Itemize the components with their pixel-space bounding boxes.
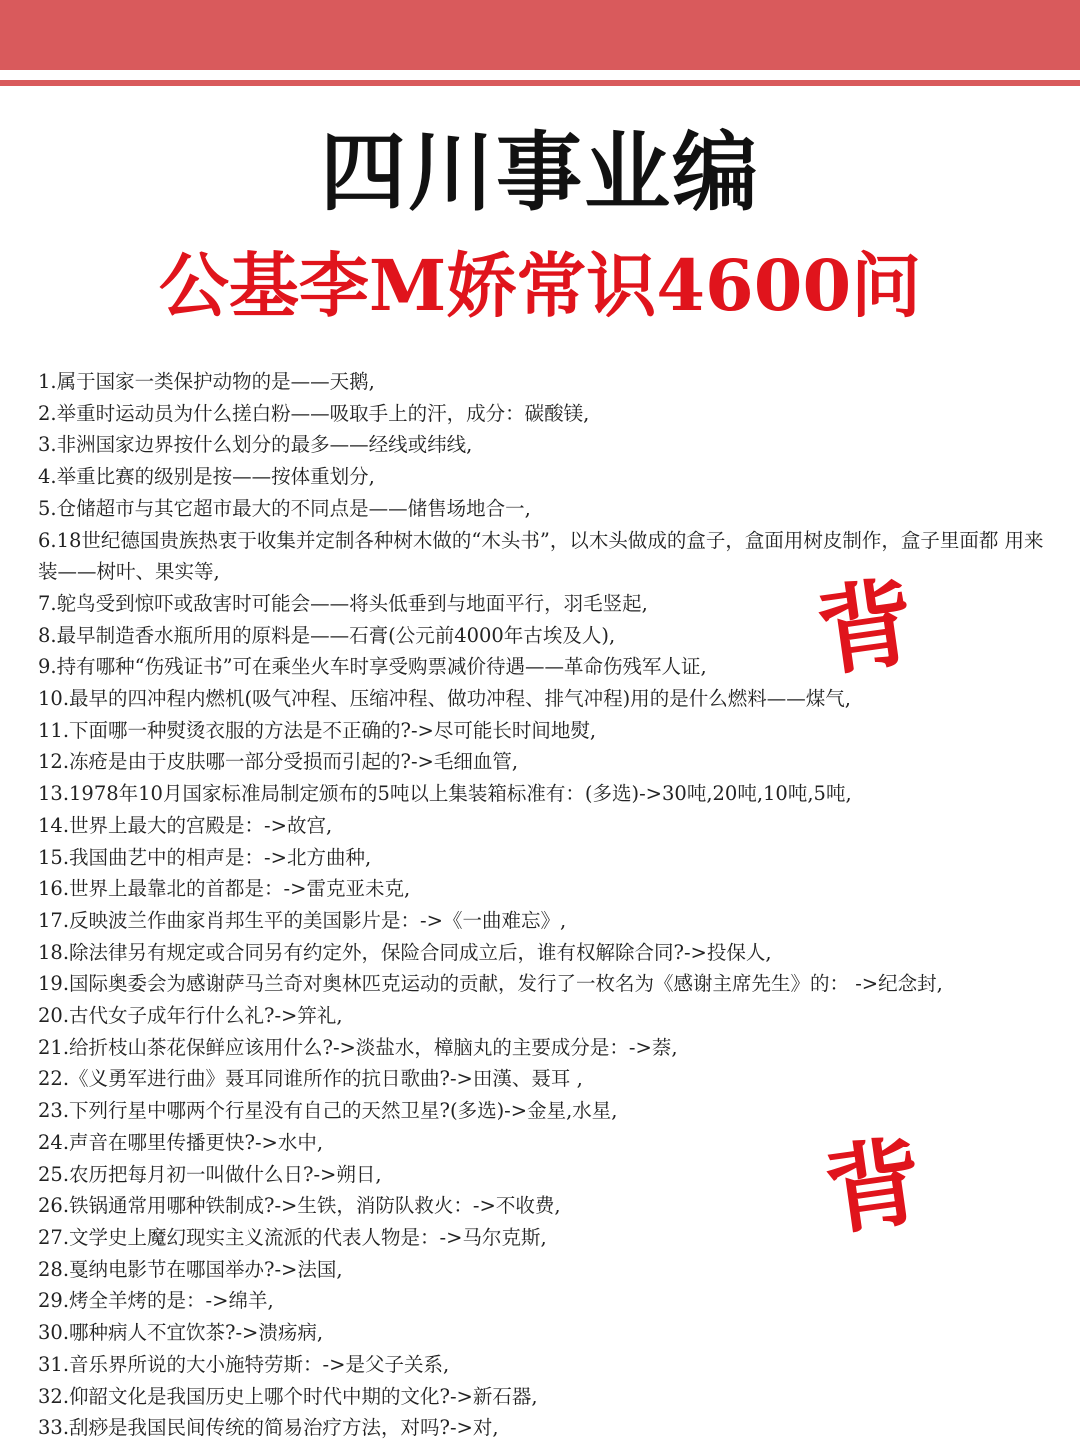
- list-item: 24.声音在哪里传播更快?->水中,: [38, 1130, 324, 1154]
- list-item: 2.举重时运动员为什么搓白粉——吸取手上的汗，成分：碳酸镁,: [38, 401, 590, 425]
- list-item: 9.持有哪种“伤残证书”可在乘坐火车时享受购票减价待遇——革命伤残军人证,: [38, 655, 707, 679]
- list-item: 30.哪种病人不宜饮茶?->溃疡病,: [38, 1321, 324, 1345]
- list-item: 31.音乐界所说的大小施特劳斯：->是父子关系,: [38, 1352, 450, 1376]
- list-item: 13.1978年10月国家标准局制定颁布的5吨以上集装箱标准有：(多选)->30吨,20吨,10吨,5吨,: [38, 782, 852, 806]
- list-item: 21.给折枝山茶花保鲜应该用什么?->淡盐水，樟脑丸的主要成分是：->萘,: [38, 1035, 678, 1059]
- list-item: 8.最早制造香水瓶所用的原料是——石膏(公元前4000年古埃及人),: [38, 623, 616, 647]
- list-item: 1.属于国家一类保护动物的是——天鹅,: [38, 370, 375, 393]
- list-item: 10.最早的四冲程内燃机(吸气冲程、压缩冲程、做功冲程、排气冲程)用的是什么燃料——煤气,: [38, 687, 851, 711]
- list-item: 16.世界上最靠北的首都是：->雷克亚未克,: [38, 877, 411, 901]
- list-item: 20.古代女子成年行什么礼?->笄礼,: [38, 1004, 343, 1028]
- list-item: 28.戛纳电影节在哪国举办?->法国,: [38, 1257, 343, 1281]
- list-item: 19.国际奥委会为感谢萨马兰奇对奥林匹克运动的贡献，发行了一枚名为《感谢主席先生》的： ->纪念封,: [38, 972, 943, 996]
- page-subtitle: 公基李M娇常识4600问: [158, 244, 922, 327]
- list-item: 17.反映波兰作曲家肖邦生平的美国影片是：->《一曲难忘》,: [38, 908, 567, 932]
- top-decor-line: [0, 80, 1080, 86]
- list-item: 32.仰韶文化是我国历史上哪个时代中期的文化?->新石器,: [38, 1384, 538, 1408]
- list-item: 4.举重比赛的级别是按——按体重划分,: [38, 465, 375, 489]
- list-item: 26.铁锅通常用哪种铁制成?->生铁，消防队救火：->不收费,: [38, 1194, 561, 1218]
- list-item: 12.冻疮是由于皮肤哪一部分受损而引起的?->毛细血管,: [38, 750, 519, 774]
- list-item: 7.鸵鸟受到惊吓或敌害时可能会——将头低垂到与地面平行，羽毛竖起,: [38, 591, 648, 615]
- list-item: 6.18世纪德国贵族热衷于收集并定制各种树木做的“木头书”，以木头做成的盒子，盒面用树皮制作，盒子里面都 用来装——树叶、果实等,: [38, 528, 1044, 584]
- list-item: 22.《义勇军进行曲》聂耳同谁所作的抗日歌曲?->田漢、聂耳 ,: [38, 1067, 583, 1091]
- list-item: 23.下列行星中哪两个行星没有自己的天然卫星?(多选)->金星,水星,: [38, 1099, 618, 1123]
- list-item: 11.下面哪一种熨烫衣服的方法是不正确的?->尽可能长时间地熨,: [38, 718, 597, 742]
- list-item: 29.烤全羊烤的是：->绵羊,: [38, 1289, 274, 1313]
- qa-list: [38, 366, 1058, 1444]
- list-item: 3.非洲国家边界按什么划分的最多——经线或纬线,: [38, 433, 473, 457]
- list-item: 15.我国曲艺中的相声是：->北方曲种,: [38, 845, 372, 869]
- top-decor-band: [0, 0, 1080, 70]
- page-title: 四川事业编: [320, 123, 760, 223]
- list-item: 5.仓储超市与其它超市最大的不同点是——储售场地合一,: [38, 496, 531, 520]
- list-item: 33.刮痧是我国民间传统的简易治疗方法，对吗?->对,: [38, 1416, 499, 1440]
- bei-stamp: 背: [818, 1123, 930, 1250]
- list-item: 25.农历把每月初一叫做什么日?->朔日,: [38, 1162, 382, 1186]
- list-item: 27.文学史上魔幻现实主义流派的代表人物是：->马尔克斯,: [38, 1225, 547, 1249]
- bei-stamp: 背: [810, 564, 922, 691]
- list-item: 18.除法律另有规定或合同另有约定外，保险合同成立后，谁有权解除合同?->投保人,: [38, 940, 772, 964]
- list-item: 14.世界上最大的宫殿是：->故宫,: [38, 813, 333, 837]
